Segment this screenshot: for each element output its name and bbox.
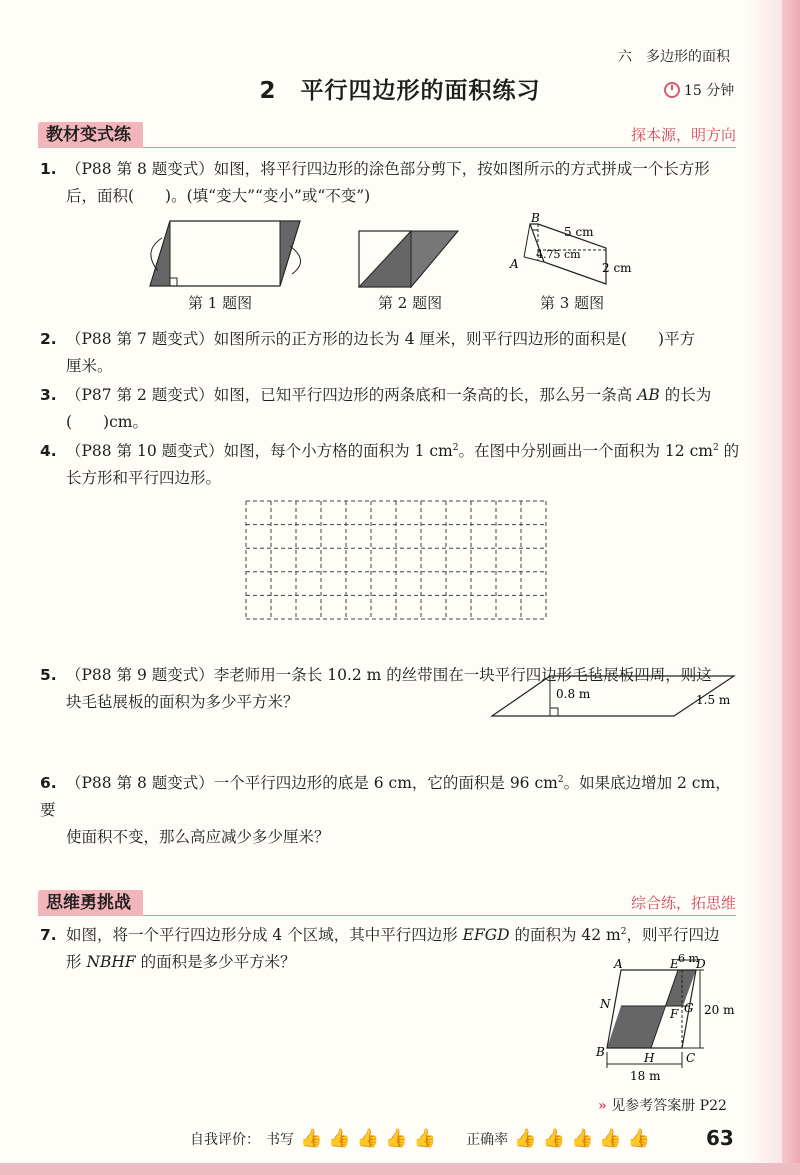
question-text: 的面积是多少平方米？ [135, 953, 296, 971]
question-text: 如图，将一个平行四边形分成 4 个区域，其中平行四边形 [66, 926, 463, 944]
question-text: ，则平行四边 [626, 926, 720, 944]
question-number: 4. [40, 442, 57, 460]
section-slogan: 综合练，拓思维 [630, 894, 736, 912]
question-text: （P88 第 9 题变式）李老师用一条长 10.2 m 的丝带围在一块平行四边形毛毡展板四周，则这 [66, 666, 712, 684]
figure-7 [578, 952, 738, 1088]
fig3-label-mid: 4.75 cm [536, 248, 581, 261]
page-title: 2 平行四边形的面积练习 [259, 78, 541, 104]
thumb-icon[interactable]: 👍 [300, 1128, 323, 1149]
clock-icon [664, 82, 680, 98]
variable-nbhf: NBHF [86, 953, 136, 971]
question-text: 。如果底边增加 2 cm，要 [40, 774, 731, 819]
superscript: 2 [452, 442, 459, 453]
thumb-icon[interactable]: 👍 [514, 1128, 537, 1149]
thumb-icon[interactable]: 👍 [599, 1128, 622, 1149]
figure-2-caption: 第 2 题图 [378, 294, 443, 312]
fig3-label-side: 2 cm [602, 261, 632, 275]
fig3-label-b: B [531, 212, 540, 225]
question-text: （P88 第 8 题变式）如图，将平行四边形的涂色部分剪下，按如图所示的方式拼成一个长方形 [66, 160, 710, 178]
fig7-label-ed: 6 m [678, 952, 699, 965]
fig7-label-height: 20 m [704, 1003, 735, 1017]
figure-2 [356, 228, 461, 290]
thumb-icon[interactable]: 👍 [627, 1128, 651, 1149]
fig7-label-base: 18 m [630, 1069, 661, 1083]
answer-reference [598, 1095, 727, 1115]
figure-1 [140, 216, 315, 291]
timer [664, 80, 734, 100]
question-text: （P88 第 8 题变式）一个平行四边形的底是 6 cm，它的面积是 96 cm [66, 774, 558, 792]
question-2 [40, 326, 740, 380]
variable-ab: AB [637, 386, 660, 404]
thumb-icon[interactable]: 👍 [356, 1128, 380, 1149]
question-number: 2. [40, 330, 57, 348]
fig5-label-height: 0.8 m [556, 687, 591, 701]
section-header-2 [38, 890, 736, 916]
page-number: 63 [706, 1126, 734, 1150]
section-tag: 思维勇挑战 [38, 890, 143, 916]
fig7-label-b: B [596, 1045, 605, 1059]
fig7-label-n: N [600, 997, 611, 1011]
thumb-icon[interactable]: 👍 [413, 1128, 437, 1149]
question-text: 形 [66, 953, 87, 971]
question-text: 。在图中分别画出一个面积为 12 cm [458, 442, 713, 460]
page-bottom-decoration [0, 1163, 800, 1175]
question-text: 的长为 [659, 386, 712, 404]
question-text: 的 [718, 442, 740, 460]
question-number: 5. [40, 666, 57, 684]
question-text: （P88 第 7 题变式）如图所示的正方形的边长为 4 厘米，则平行四边形的面积是( )平方 [66, 330, 696, 348]
thumb-icon[interactable]: 👍 [328, 1128, 351, 1149]
superscript: 2 [712, 442, 719, 453]
fig7-label-a: A [614, 957, 623, 971]
question-text: ( )cm。 [66, 413, 148, 431]
figure-3 [508, 212, 643, 294]
fig3-label-a: A [510, 257, 519, 271]
question-6 [40, 770, 740, 851]
question-text: 的面积为 42 m [509, 926, 621, 944]
page-edge-decoration [782, 0, 800, 1175]
fig7-label-h: H [644, 1051, 655, 1065]
fig3-label-top: 5 cm [564, 225, 594, 239]
question-text: （P88 第 10 题变式）如图，每个小方格的面积为 1 cm [66, 442, 453, 460]
self-eval-label: 自我评价： [190, 1131, 260, 1148]
drawing-grid[interactable] [243, 498, 549, 622]
section-slogan: 探本源，明方向 [630, 126, 736, 144]
thumb-icon[interactable]: 👍 [570, 1128, 594, 1149]
question-number: 1. [40, 160, 57, 178]
variable-efgd: EFGD [462, 926, 510, 944]
fig7-label-f: F [670, 1007, 679, 1021]
writing-label: 书写 [266, 1131, 294, 1148]
fig7-label-e: E [670, 957, 679, 971]
timer-label: 15 分钟 [684, 83, 735, 99]
thumb-icon[interactable]: 👍 [385, 1128, 408, 1149]
question-number: 3. [40, 386, 57, 404]
figure-3-caption: 第 3 题图 [540, 294, 605, 312]
fig5-label-side: 1.5 m [696, 693, 731, 707]
section-header-1 [38, 122, 736, 148]
superscript: 2 [620, 926, 627, 937]
chapter-heading: 六 多边形的面积 [618, 49, 730, 65]
question-text: 后，面积( )。(填“变大”“变小”或“不变”) [66, 187, 371, 205]
question-4 [40, 438, 740, 492]
fig7-label-g: G [684, 1001, 694, 1015]
figure-1-caption: 第 1 题图 [188, 294, 253, 312]
question-1 [40, 156, 740, 210]
question-text: 块毛毡展板的面积为多少平方米？ [66, 693, 299, 711]
question-text: 厘米。 [66, 357, 113, 375]
fig7-label-c: C [686, 1051, 696, 1065]
question-text: 长方形和平行四边形。 [66, 469, 222, 487]
double-chevron-icon: » [598, 1098, 607, 1114]
question-text: 使面积不变，那么高应减少多少厘米？ [66, 828, 330, 846]
thumb-icon[interactable]: 👍 [542, 1128, 565, 1149]
question-number: 7. [40, 926, 57, 944]
figure-5 [488, 672, 738, 720]
fig7-label-d: D [696, 957, 706, 971]
superscript: 2 [557, 774, 564, 785]
self-evaluation [190, 1128, 650, 1149]
section-tag: 教材变式练 [38, 122, 143, 148]
question-number: 6. [40, 774, 57, 792]
question-text: （P87 第 2 题变式）如图，已知平行四边形的两条底和一条高的长，那么另一条高 [66, 386, 638, 404]
accuracy-label: 正确率 [466, 1131, 509, 1148]
answer-reference-text: 见参考答案册 P22 [611, 1098, 727, 1114]
question-3 [40, 382, 740, 436]
